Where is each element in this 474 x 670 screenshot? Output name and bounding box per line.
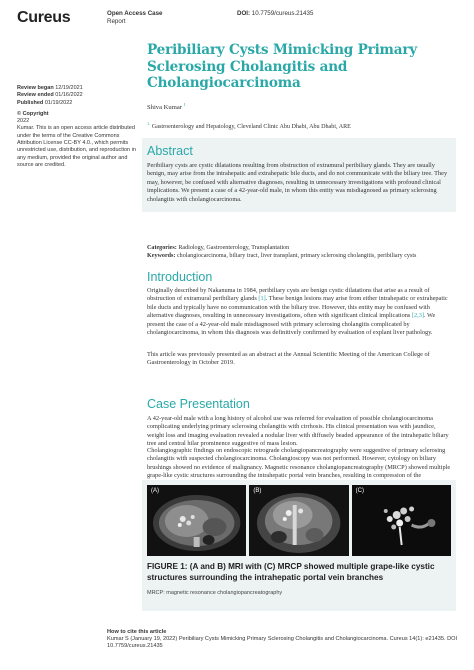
panel-label-a: (A) <box>151 488 159 494</box>
mrcp-image-c <box>352 485 451 556</box>
categories-keywords <box>147 244 452 261</box>
figure-note: MRCP: magnetic resonance cholangiopancreatography <box>147 589 283 596</box>
license-text: Kumar. This is an open access article distributed under the terms of the Creative Commons Attribution License CC-BY 4.0., which permits unrestricted use, distribution, and reproduction in any medium, provided the original author and source are credited. <box>17 125 136 168</box>
abstract-text: Peribiliary cysts are cystic dilatations resulting from obstruction of extramural peribiliary glands. They are usually benign, may arise from the intrahepatic and extrahepatic bile ducts, and do not communicate with the biliary tree. They may, however, be confused with alternative diagnoses, resulting in unnecessary investigations with profound clinical implications. We present a case of a 42-year-old male, in whom this entity was misdiagnosed as primary sclerosing cholangitis with cholangiocarcinoma. <box>147 162 448 203</box>
published-date: 01/19/2022 <box>44 99 73 106</box>
author-line <box>147 102 452 111</box>
doi-value[interactable]: 10.7759/cureus.21435 <box>251 10 314 17</box>
intro-p1-part-a: Originally described by Nakanuma in 1984, peribiliary cysts are benign cystic dilatations that arise as a result of obstruction of extramural peribiliary glands <box>147 287 430 303</box>
journal-logo: Cureus <box>17 9 71 26</box>
panel-label-b: (B) <box>253 488 262 494</box>
mri-image-a <box>147 485 246 556</box>
citation-link-1[interactable]: [1] <box>258 295 266 303</box>
cite-label: How to cite this article <box>107 629 167 635</box>
figure-caption: FIGURE 1: (A and B) MRI with (C) MRCP showed multiple grape-like cystic structures surrounding the intrahepatic portal vein branches <box>147 562 435 582</box>
categories-value: Radiology, Gastroenterology, Transplantation <box>178 245 290 251</box>
intro-p1-part-c: . We present the case of a 42-year-old male misdiagnosed with primary sclerosing cholangitis complicated by cholangiocarcinoma, in whom this diagnosis was definitively confirmed by evaluation of explant liver pathology. <box>147 312 436 337</box>
article-metadata <box>17 85 137 169</box>
doi <box>237 10 313 17</box>
panel-label-c: (C) <box>355 488 364 494</box>
figure-panels <box>147 485 451 556</box>
affiliation-text: Gastroenterology and Hepatology, Cleveland Clinic Abu Dhabi, Abu Dhabi, ARE <box>151 123 351 130</box>
article-type-line1: Open Access Case <box>107 10 163 17</box>
introduction-heading: Introduction <box>147 270 213 284</box>
case-presentation-heading: Case Presentation <box>147 397 250 411</box>
intro-p1-part-b: . These benign lesions may arise from either intrahepatic or extrahepatic bile ducts and typically have no communication with the biliary tree. However, this entity may be confused with alternative diagnoses, resulting in unnecessary investigations, often with significant clinical implications <box>147 295 448 320</box>
introduction-paragraph-2: This article was previously presented as an abstract at the Annual Scientific Meeting of the American College of Gastroenterology in October 2019. <box>147 351 430 367</box>
figure-panel-a[interactable] <box>147 485 246 556</box>
cite-text: Kumar S (January 19, 2022) Peribiliary Cysts Mimicking Primary Sclerosing Cholangitis and Cholangiocarcinoma. Cureus 14(1): e21435. DOI 10.7759/cureus.21435 <box>107 636 458 650</box>
categories-label: Categories: <box>147 245 177 251</box>
figure-1 <box>142 480 456 611</box>
copyright-label: © Copyright <box>17 110 49 117</box>
affil-number: 1. <box>147 120 151 126</box>
review-ended-date: 01/16/2022 <box>55 92 83 99</box>
review-ended-label: Review ended <box>17 92 54 99</box>
article-header <box>147 42 452 145</box>
citation-link-2-3[interactable]: [2,3] <box>411 312 425 320</box>
citation-footer <box>107 629 462 651</box>
abstract-box <box>142 138 456 212</box>
article-type <box>107 10 197 26</box>
doi-label: DOI: <box>237 10 251 17</box>
figure-panel-b[interactable] <box>249 485 348 556</box>
keywords-value: cholangiocarcinoma, biliary tract, liver transplant, primary sclerosing cholangitis, peribiliary cysts <box>176 253 417 260</box>
case-p2-part-a: Cholangiographic findings on endoscopic retrograde cholangiopancreatography were suggestive of primary sclerosing cholangitis with suspected cholangiocarcinoma. Cholangioscopy was not performed. However, cytology on biliary brushings showed no evidence of malignancy. Magnetic resonance cholangiopancreatography (MRCP) showed multiple grape-like cystic structures surrounding the intrahepatic portal vein branches, resulting in compression of the <box>147 447 451 480</box>
article-type-line2: Report <box>107 18 126 25</box>
abstract-heading: Abstract <box>147 144 193 158</box>
published-label: Published <box>17 99 44 106</box>
review-began-label: Review began <box>17 85 54 91</box>
article-title: Peribiliary Cysts Mimicking Primary Sclerosing Cholangitis and Cholangiocarcinoma <box>147 42 418 91</box>
figure-panel-c[interactable] <box>352 485 451 556</box>
author-name[interactable]: Shiva Kumar <box>147 103 182 111</box>
author-affil-ref: 1 <box>183 101 186 107</box>
affiliation <box>147 121 452 130</box>
copyright-year: 2022 <box>17 118 30 125</box>
review-began-date: 12/19/2021 <box>55 85 83 91</box>
case-paragraph-1: A 42-year-old male with a long history of alcohol use was referred for evaluation of possible cholangiocarcinoma complicating underlying primary sclerosing cholangitis with cirrhosis. His clinical presentation was with jaundice, weight loss and imaging evaluation revealed a nodular liver with diffusely beaded appearance of the intrahepatic biliary tree and central hilar prominence suggestive of mass lesion. <box>147 415 449 448</box>
introduction-paragraph-1 <box>147 287 452 337</box>
mri-image-b <box>249 485 348 556</box>
keywords-label: Keywords: <box>147 253 176 260</box>
